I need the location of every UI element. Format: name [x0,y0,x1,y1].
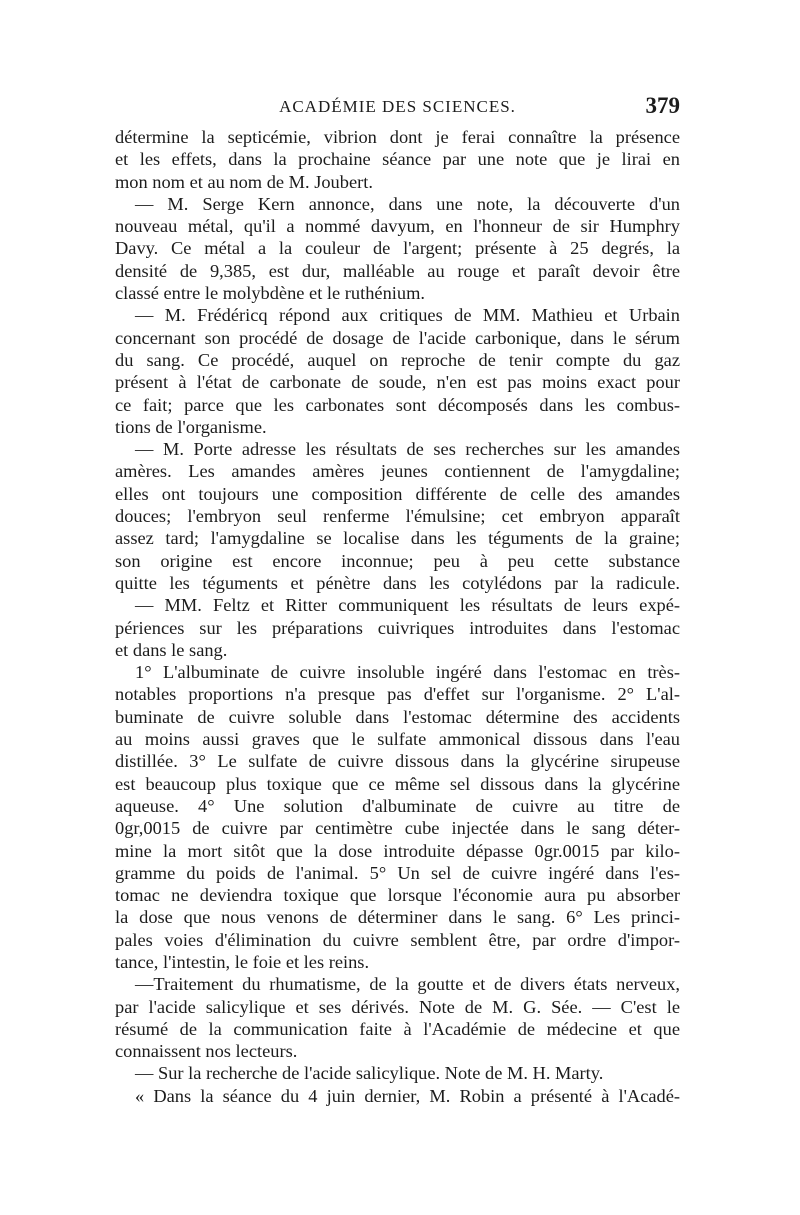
body-text [115,126,680,1107]
text-line: est beaucoup plus toxique que ce même sel dissous dans la glycérine [115,773,680,794]
text-line: buminate de cuivre soluble dans l'estomac détermine des accidents [115,706,680,727]
text-line: — MM. Feltz et Ritter communiquent les résultats de leurs expé- [135,595,680,616]
page-header [115,95,680,125]
text-line: concernant son procédé de dosage de l'acide carbonique, dans le sérum [115,327,680,348]
text-line: elles ont toujours une composition différente de celle des amandes [115,483,680,504]
text-line: et dans le sang. [115,639,228,660]
text-line: connaissent nos lecteurs. [115,1041,298,1062]
text-line: nouveau métal, qu'il a nommé davyum, en l'honneur de sir Humphry [115,216,680,237]
text-line: tions de l'organisme. [115,416,267,437]
text-line: — M. Serge Kern annonce, dans une note, la découverte d'un [135,193,680,214]
text-line: notables proportions n'a presque pas d'effet sur l'organisme. 2° L'al- [115,684,680,705]
text-line: aqueuse. 4° Une solution d'albuminate de cuivre au titre de [115,795,680,816]
text-line: 0gr,0015 de cuivre par centimètre cube injectée dans le sang déter- [115,818,680,839]
text-line: pales voies d'élimination du cuivre semblent être, par ordre d'impor- [115,929,680,950]
text-line: quitte les téguments et pénètre dans les cotylédons par la radicule. [115,572,680,593]
text-line: 1° L'albuminate de cuivre insoluble ingéré dans l'estomac en très- [135,662,680,683]
text-line: mon nom et au nom de M. Joubert. [115,171,373,192]
running-title: ACADÉMIE DES SCIENCES. [279,97,516,116]
text-line: son origine est encore inconnue; peu à peu cette substance [115,550,680,571]
text-line: gramme du poids de l'animal. 5° Un sel de cuivre ingéré dans l'es- [115,862,680,883]
text-line: douces; l'embryon seul renferme l'émulsine; cet embryon apparaît [115,506,680,527]
text-line: du sang. Ce procédé, auquel on reproche de tenir compte du gaz [115,349,680,370]
text-line: —Traitement du rhumatisme, de la goutte et de divers états nerveux, [135,974,680,995]
text-line: par l'acide salicylique et ses dérivés. Note de M. G. Sée. — C'est le [115,996,680,1017]
text-line: classé entre le molybdène et le ruthénium. [115,283,425,304]
text-line: présent à l'état de carbonate de soude, n'en est pas moins exact pour [115,372,680,393]
page-number: 379 [645,93,680,118]
text-line: assez tard; l'amygdaline se localise dans les téguments de la graine; [115,528,680,549]
text-line: « Dans la séance du 4 juin dernier, M. Robin a présenté à l'Acadé- [135,1085,680,1106]
text-line: périences sur les préparations cuivriques introduites dans l'estomac [115,617,680,638]
text-line: la dose que nous venons de déterminer dans le sang. 6° Les princi- [115,907,680,928]
text-line: et les effets, dans la prochaine séance par une note que je lirai en [115,149,680,170]
text-line: densité de 9,385, est dur, malléable au rouge et paraît devoir être [115,260,680,281]
text-line: tomac ne deviendra toxique que lorsque l'économie aura pu absorber [115,885,680,906]
text-line: — Sur la recherche de l'acide salicylique. Note de M. H. Marty. [135,1063,604,1084]
text-line: — M. Porte adresse les résultats de ses recherches sur les amandes [135,439,680,460]
text-line: ce fait; parce que les carbonates sont décomposés dans les combus- [115,394,680,415]
text-line: détermine la septicémie, vibrion dont je ferai connaître la présence [115,127,680,147]
text-line: — M. Frédéricq répond aux critiques de MM. Mathieu et Urbain [135,305,680,326]
text-line: mine la mort sitôt que la dose introduite dépasse 0gr.0015 par kilo- [115,840,680,861]
text-line: amères. Les amandes amères jeunes contiennent de l'amygdaline; [115,461,680,482]
text-line: distillée. 3° Le sulfate de cuivre dissous dans la glycérine sirupeuse [115,751,680,772]
text-line: au moins aussi graves que le sulfate ammonical dissous dans l'eau [115,729,680,750]
text-line: résumé de la communication faite à l'Académie de médecine et que [115,1018,680,1039]
text-line: Davy. Ce métal a la couleur de l'argent; présente à 25 degrés, la [115,238,680,259]
text-line: tance, l'intestin, le foie et les reins. [115,951,370,972]
